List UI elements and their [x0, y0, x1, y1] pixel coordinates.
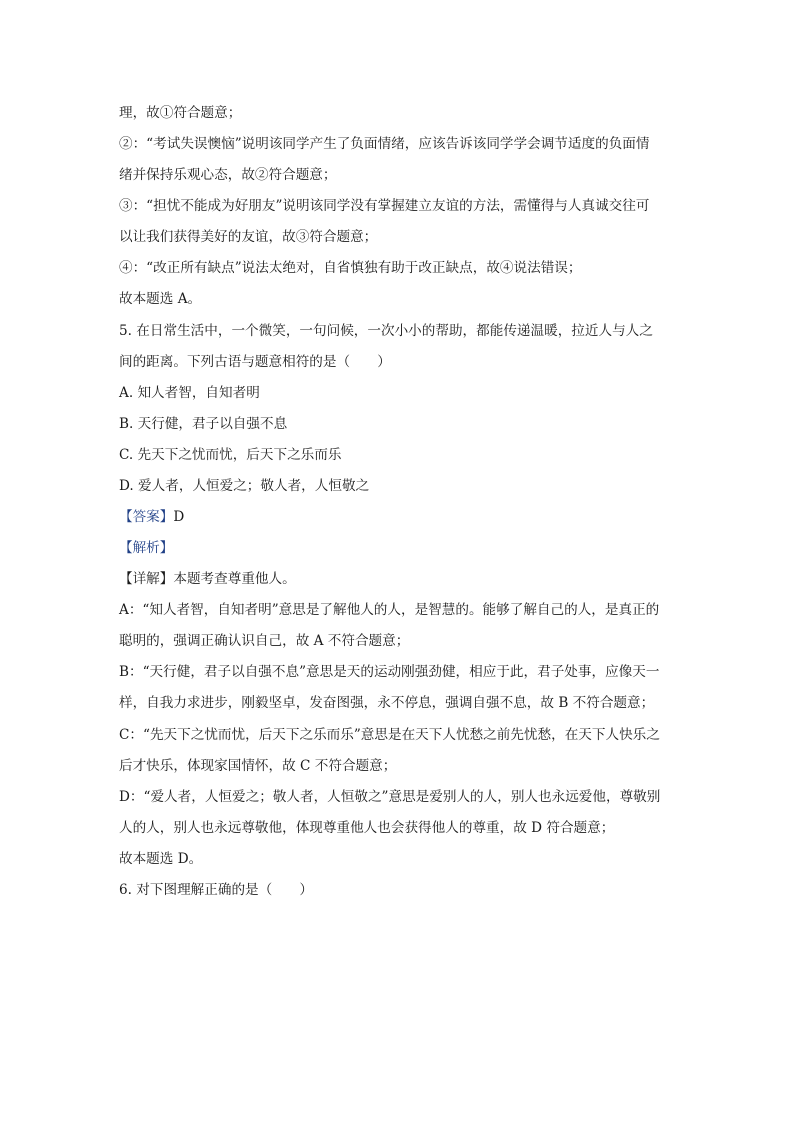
explain-line: 故本题选 D。 — [119, 851, 203, 867]
explain-line: A：“知人者智，自知者明”意思是了解他人的人，是智慧的。能够了解自己的人，是真正的 — [119, 602, 660, 618]
text-line: 理，故①符合题意； — [119, 105, 242, 121]
option-c: C. 先天下之忧而忧，后天下之乐而乐 — [119, 447, 342, 463]
option-d: D. 爱人者，人恒爱之；敬人者，人恒敬之 — [119, 478, 370, 494]
analysis-line — [119, 539, 679, 557]
answer-line — [119, 508, 679, 526]
question-5-stem: 5. 在日常生活中，一个微笑，一句问候，一次小小的帮助，都能传递温暖，拉近人与人之 — [119, 323, 653, 339]
explain-line: B：“天行健，君子以自强不息”意思是天的运动刚强劲健，相应于此，君子处事，应像天一 — [119, 664, 660, 680]
text-line: 绪并保持乐观心态，故②符合题意； — [119, 167, 337, 183]
text-line: 故本题选 A。 — [119, 291, 202, 307]
explain-line: 后才快乐，体现家国情怀，故 C 不符合题意； — [119, 758, 397, 774]
explain-line: C：“先天下之忧而忧，后天下之乐而乐”意思是在天下人忧愁之前先忧愁，在天下人快乐之 — [119, 727, 660, 743]
explain-line: D：“爱人者，人恒爱之；敬人者，人恒敬之”意思是爱别人的人，别人也永远爱他，尊敬别 — [119, 789, 661, 805]
detail-line — [119, 570, 679, 588]
answer-value: D — [173, 509, 185, 525]
text-line: ③：“担忧不能成为好朋友”说明该同学没有掌握建立友谊的方法，需懂得与人真诚交往可 — [119, 198, 650, 214]
answer-tag: 【答案】 — [119, 509, 174, 525]
text-line: ②：“考试失误懊恼”说明该同学产生了负面情绪，应该告诉该同学学会调节适度的负面情 — [119, 136, 650, 152]
explain-line: 样，自我力求进步，刚毅坚卓，发奋图强，永不停息，强调自强不息，故 B 不符合题意； — [119, 695, 655, 711]
option-a: A. 知人者智，自知者明 — [119, 385, 260, 401]
detail-text: 本题考查尊重他人。 — [173, 571, 296, 587]
text-line: ④：“改正所有缺点”说法太绝对，自省慎独有助于改正缺点，故④说法错误； — [119, 260, 582, 276]
explain-line: 聪明的，强调正确认识自己，故 A 不符合题意； — [119, 633, 410, 649]
explain-line: 人的人，别人也永远尊敬他，体现尊重他人也会获得他人的尊重，故 D 符合题意； — [119, 820, 615, 836]
option-b: B. 天行健，君子以自强不息 — [119, 416, 288, 432]
question-5-stem: 间的距离。下列古语与题意相符的是（ ） — [119, 354, 391, 370]
question-6-stem: 6. 对下图理解正确的是（ ） — [119, 882, 314, 898]
detail-tag: 【详解】 — [119, 571, 174, 587]
analysis-tag: 【解析】 — [119, 540, 174, 556]
text-line: 以让我们获得美好的友谊，故③符合题意； — [119, 229, 378, 245]
